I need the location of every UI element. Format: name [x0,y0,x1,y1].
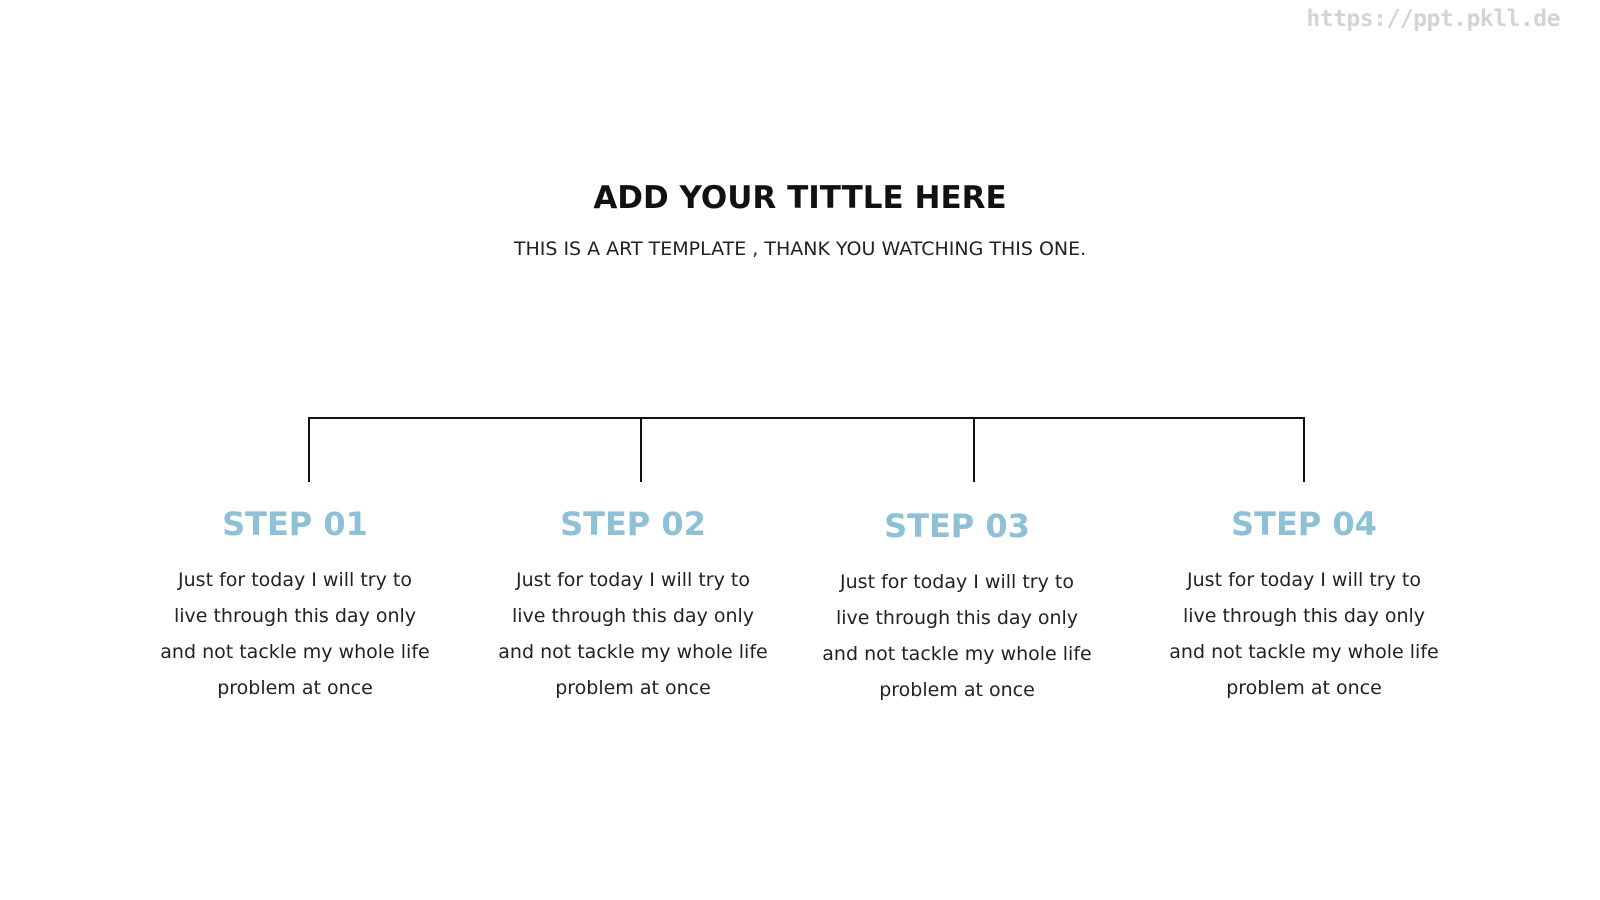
step-line: and not tackle my whole life [1169,641,1439,663]
step-description [1144,562,1464,706]
step-line: and not tackle my whole life [822,643,1092,665]
step-description [135,562,455,706]
page-subtitle: THIS IS A ART TEMPLATE , THANK YOU WATCHING THIS ONE. [513,238,1087,260]
page-title: ADD YOUR TITTLE HERE [593,180,1007,216]
step-card-2 [473,504,793,706]
step-title: STEP 01 [222,505,368,543]
step-line: and not tackle my whole life [498,641,768,663]
step-title: STEP 03 [884,507,1030,545]
step-description [797,564,1117,708]
step-line: live through this day only [1182,605,1426,627]
step-description [473,562,793,706]
step-line: Just for today I will try to [516,569,750,591]
step-line: problem at once [1226,677,1382,699]
step-card-1 [135,504,455,706]
step-line: and not tackle my whole life [160,641,430,663]
step-line: Just for today I will try to [840,571,1074,593]
step-card-4 [1144,504,1464,706]
step-line: problem at once [879,679,1035,701]
step-line: problem at once [217,677,373,699]
step-line: live through this day only [835,607,1079,629]
step-line: problem at once [555,677,711,699]
step-card-3 [797,506,1117,708]
step-title: STEP 04 [1231,505,1377,543]
step-title: STEP 02 [560,505,706,543]
step-line: live through this day only [511,605,755,627]
step-line: Just for today I will try to [178,569,412,591]
step-line: live through this day only [173,605,417,627]
watermark-url: https://ppt.pkll.de [1306,6,1560,32]
step-line: Just for today I will try to [1187,569,1421,591]
